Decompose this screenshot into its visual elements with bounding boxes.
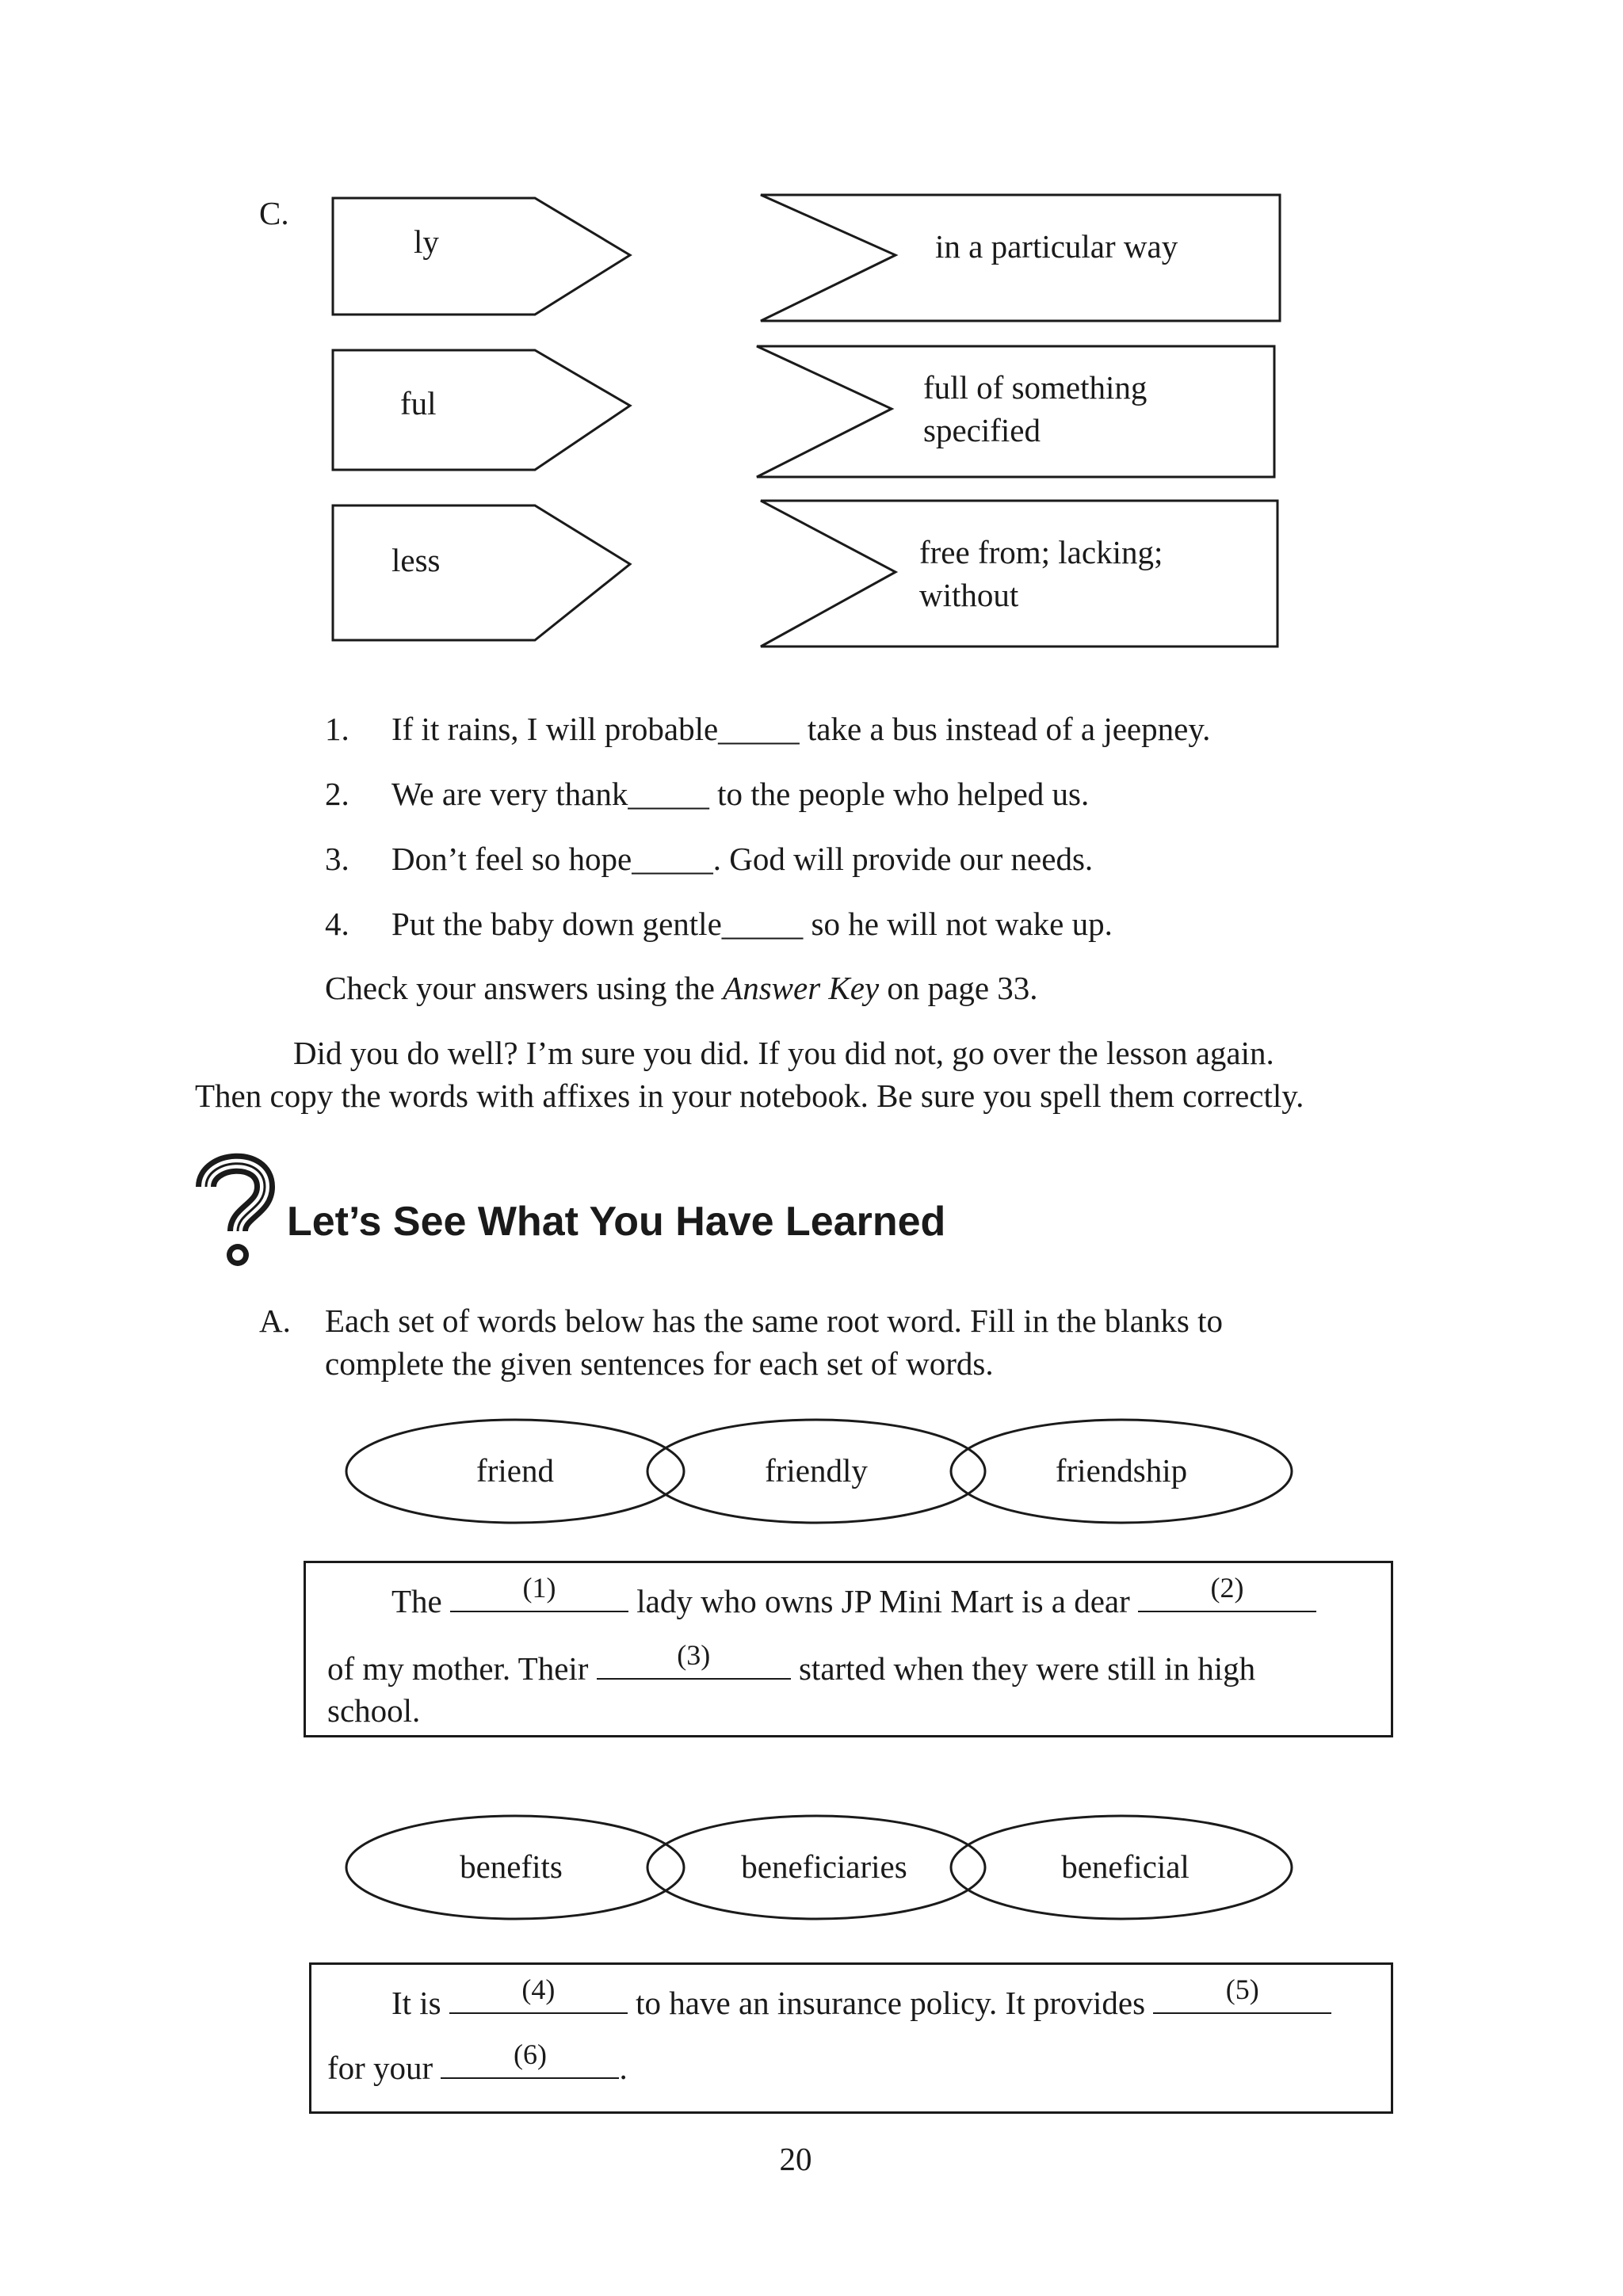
encouragement-line-2: Then copy the words with affixes in your notebook. Be sure you spell them correctly. (195, 1077, 1304, 1114)
suffix-less: less (391, 542, 441, 578)
item-text-3: Don’t feel so hope_____. God will provide our needs. (391, 841, 1094, 877)
meaning-3-line-2: without (919, 577, 1019, 613)
part-a-instruction-line-2: complete the given sentences for each set of words. (325, 1345, 994, 1382)
blank-5[interactable] (1153, 1974, 1331, 2014)
blank-1[interactable] (450, 1572, 628, 1612)
blank-6-number: (6) (513, 2039, 547, 2070)
item-number-4: 4. (325, 906, 349, 942)
meaning-2-line-1: full of something (923, 369, 1148, 406)
item-text-1: If it rains, I will probable_____ take a bus instead of a jeepney. (391, 711, 1211, 747)
meaning-1-line-1: in a particular way (935, 228, 1178, 265)
page-number: 20 (779, 2141, 812, 2177)
blank-3[interactable] (597, 1639, 791, 1680)
sentence-box-1-line-3: school. (327, 1692, 421, 1729)
word-friendly: friendly (765, 1452, 868, 1489)
encouragement-line-1: Did you do well? I’m sure you did. If you did not, go over the lesson again. (293, 1035, 1274, 1071)
check-answers-text-before: Check your answers using the (325, 970, 724, 1006)
suffix-ly: ly (414, 223, 439, 260)
blank-5-number: (5) (1225, 1974, 1259, 2005)
section-c-label: C. (259, 195, 289, 231)
suffix-arrow-ful (333, 350, 630, 470)
item-number-1: 1. (325, 711, 349, 747)
section-heading-title: Let’s See What You Have Learned (287, 1199, 946, 1245)
blank-4[interactable] (449, 1974, 628, 2014)
part-a-instruction-line-1: Each set of words below has the same root word. Fill in the blanks to (325, 1302, 1223, 1339)
item-number-2: 2. (325, 776, 349, 812)
question-mark-icon (192, 1149, 279, 1268)
word-beneficial: beneficial (1061, 1848, 1190, 1885)
sentence-box-1-line-2: of my mother. Their (3) started when they were still in high (327, 1646, 1255, 1690)
suffix-arrow-ly (333, 198, 630, 315)
word-benefits: benefits (460, 1848, 563, 1885)
suffix-matching-diagram (0, 0, 1623, 713)
check-answers-line (325, 968, 1038, 1009)
suffix-ful: ful (400, 385, 437, 421)
item-number-3: 3. (325, 841, 349, 877)
meaning-box-3 (761, 501, 1277, 646)
sentence-box-1 (304, 1561, 1393, 1737)
word-friend: friend (476, 1452, 554, 1489)
meaning-2-line-2: specified (923, 412, 1041, 448)
sentence-box-2-line-2: for your (6) . (327, 2046, 628, 2089)
blank-1-number: (1) (522, 1572, 556, 1604)
item-text-2: We are very thank_____ to the people who helped us. (391, 776, 1090, 812)
meaning-3-line-1: free from; lacking; (919, 534, 1163, 570)
blank-4-number: (4) (521, 1974, 556, 2005)
sentence-box-2-line-1: It is (4) to have an insurance policy. It provides (5) (391, 1981, 1331, 2024)
check-answers-text-after: on page 33. (879, 970, 1038, 1006)
word-friendship: friendship (1055, 1452, 1188, 1489)
blank-2-number: (2) (1210, 1572, 1244, 1604)
sentence-box-2 (309, 1962, 1393, 2114)
word-beneficiaries: beneficiaries (741, 1848, 907, 1885)
sentence-box-1-line-1: The (1) lady who owns JP Mini Mart is a dear (2) (391, 1579, 1316, 1623)
part-a-label: A. (259, 1302, 291, 1339)
blank-2[interactable] (1138, 1572, 1316, 1612)
answer-key-reference: Answer Key (723, 970, 880, 1006)
blank-3-number: (3) (677, 1639, 711, 1671)
suffix-arrow-less (333, 505, 630, 640)
item-text-4: Put the baby down gentle_____ so he will not wake up. (391, 906, 1113, 942)
